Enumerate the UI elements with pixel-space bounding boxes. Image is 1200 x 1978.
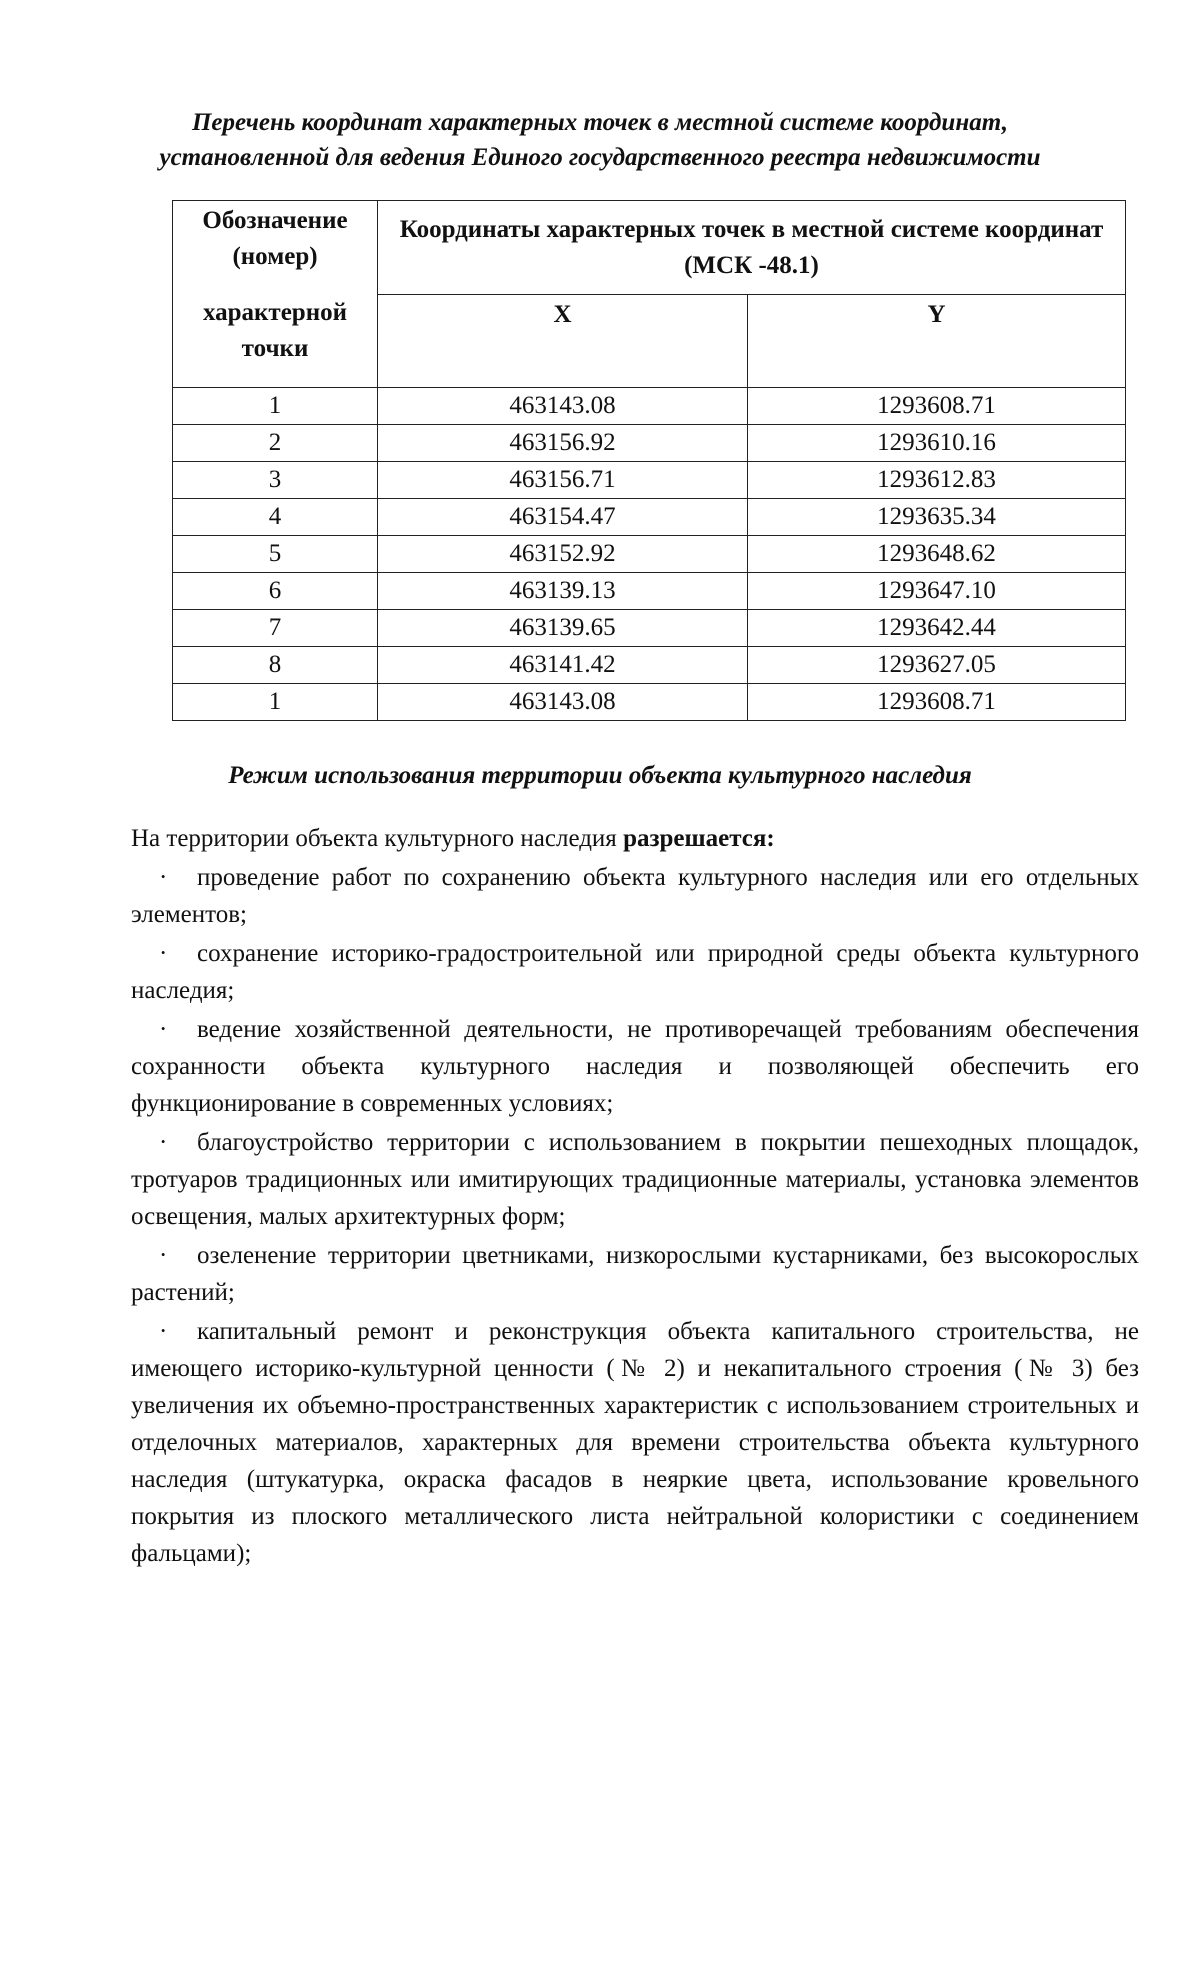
cell-point-number: 8: [173, 647, 378, 684]
header-point-bottom: характерной точки: [202, 299, 348, 362]
cell-point-number: 4: [173, 499, 378, 536]
table-row: [173, 684, 1126, 721]
header-x: X: [378, 295, 748, 388]
cell-x-coordinate: 463152.92: [378, 536, 748, 573]
list-item-text: благоустройство территории с использованием в покрытии пешеходных площадок, тротуаров традиционных или имитирующих традиционные материалы, установка элементов освещения, малых архитектурных форм;: [131, 1129, 1139, 1230]
regime-intro-bold: разрешается:: [623, 825, 775, 852]
cell-y-coordinate: 1293612.83: [748, 462, 1126, 499]
table-row: [173, 610, 1126, 647]
table-row: [173, 388, 1126, 425]
bullet-icon: ·: [159, 940, 168, 967]
cell-y-coordinate: 1293610.16: [748, 425, 1126, 462]
cell-x-coordinate: 463139.65: [378, 610, 748, 647]
coordinates-table-body: [173, 388, 1126, 721]
list-item: [131, 1011, 1139, 1122]
header-point-designation: [173, 201, 378, 388]
cell-x-coordinate: 463156.71: [378, 462, 748, 499]
list-item: [131, 859, 1139, 933]
cell-x-coordinate: 463139.13: [378, 573, 748, 610]
cell-x-coordinate: 463143.08: [378, 388, 748, 425]
cell-point-number: 6: [173, 573, 378, 610]
regime-title: Режим использования территории объекта культурного наследия: [228, 762, 972, 789]
cell-point-number: 3: [173, 462, 378, 499]
cell-y-coordinate: 1293635.34: [748, 499, 1126, 536]
regime-items-list: [131, 859, 1139, 1572]
cell-point-number: 2: [173, 425, 378, 462]
cell-y-coordinate: 1293647.10: [748, 573, 1126, 610]
document-title: [120, 105, 1080, 175]
cell-y-coordinate: 1293627.05: [748, 647, 1126, 684]
cell-y-coordinate: 1293608.71: [748, 388, 1126, 425]
cell-point-number: 7: [173, 610, 378, 647]
table-row: [173, 536, 1126, 573]
document-title-line-2: установленной для ведения Единого государственного реестра недвижимости: [159, 144, 1041, 171]
regime-intro: [131, 820, 1139, 857]
list-item-text: капитальный ремонт и реконструкция объекта капитального строительства, не имеющего историко-культурной ценности (№ 2) и некапитального строения (№ 3) без увеличения их объемно-пространственных характеристик с использованием строительных и отделочных материалов, характерных для времени строительства объекта культурного наследия (штукатурка, окраска фасадов в неяркие цвета, использование кровельного покрытия из плоского металлического листа нейтральной колористики с соединением фальцами);: [131, 1318, 1139, 1567]
table-row: [173, 425, 1126, 462]
bullet-icon: ·: [159, 1318, 168, 1345]
table-row: [173, 647, 1126, 684]
table-row: [173, 462, 1126, 499]
document-title-line-1: Перечень координат характерных точек в местной системе координат,: [191, 109, 1009, 136]
table-row: [173, 573, 1126, 610]
cell-x-coordinate: 463154.47: [378, 499, 748, 536]
list-item-text: сохранение историко-градостроительной или природной среды объекта культурного наследия;: [131, 940, 1139, 1004]
cell-y-coordinate: 1293608.71: [748, 684, 1126, 721]
list-item: [131, 1313, 1139, 1572]
list-item: [131, 1237, 1139, 1311]
header-coordinates: Координаты характерных точек в местной системе координат (МСК -48.1): [378, 201, 1126, 295]
list-item-text: ведение хозяйственной деятельности, не противоречащей требованиям обеспечения сохранности объекта культурного наследия и позволяющей обеспечить его функционирование в современных условиях;: [131, 1016, 1139, 1117]
table-row: [173, 499, 1126, 536]
cell-point-number: 1: [173, 388, 378, 425]
cell-x-coordinate: 463141.42: [378, 647, 748, 684]
cell-y-coordinate: 1293642.44: [748, 610, 1126, 647]
bullet-icon: ·: [159, 1242, 168, 1269]
cell-x-coordinate: 463143.08: [378, 684, 748, 721]
header-point-top: Обозначение (номер): [202, 207, 348, 270]
regime-body: [131, 820, 1139, 1574]
bullet-icon: ·: [159, 864, 168, 891]
cell-point-number: 5: [173, 536, 378, 573]
list-item: [131, 935, 1139, 1009]
header-y: Y: [748, 295, 1126, 388]
bullet-icon: ·: [159, 1129, 168, 1156]
cell-x-coordinate: 463156.92: [378, 425, 748, 462]
list-item-text: озеленение территории цветниками, низкорослыми кустарниками, без высокорослых растений;: [131, 1242, 1139, 1306]
cell-y-coordinate: 1293648.62: [748, 536, 1126, 573]
list-item-text: проведение работ по сохранению объекта культурного наследия или его отдельных элементов;: [131, 864, 1139, 928]
coordinates-table: [172, 200, 1126, 721]
list-item: [131, 1124, 1139, 1235]
regime-intro-text: На территории объекта культурного наследия: [131, 825, 624, 852]
bullet-icon: ·: [159, 1016, 168, 1043]
cell-point-number: 1: [173, 684, 378, 721]
